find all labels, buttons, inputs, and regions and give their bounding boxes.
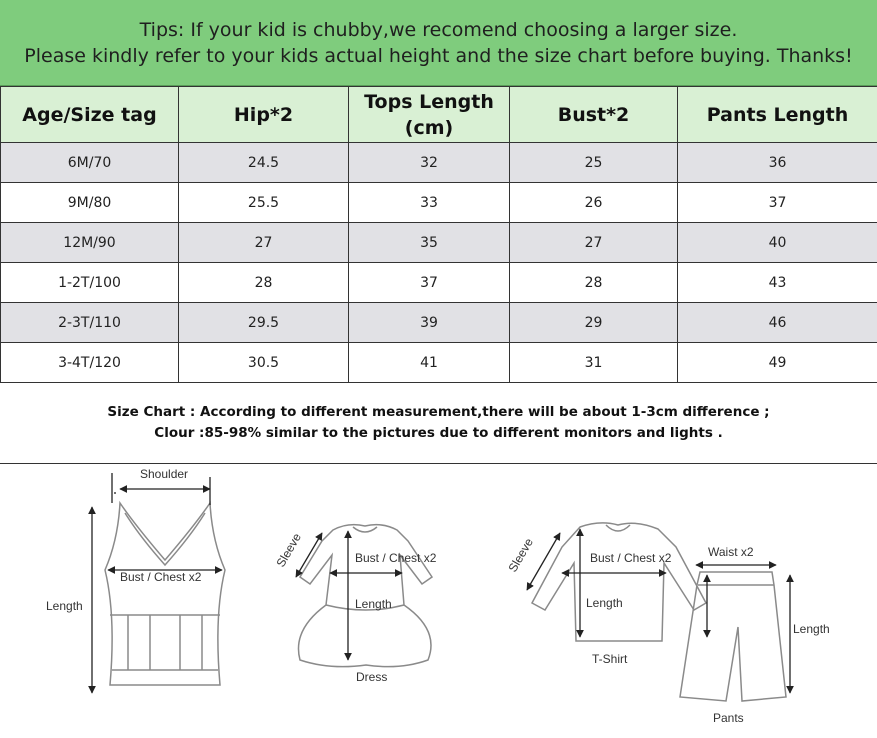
label-tank-bust: Bust / Chest x2: [120, 570, 202, 584]
label-dress: Dress: [356, 670, 387, 684]
cell-tops-length: 41: [349, 343, 510, 383]
tips-line-2: Please kindly refer to your kids actual height and the size chart before buying. Thanks!: [0, 43, 877, 69]
table-row: [1, 263, 877, 303]
cell-hip: 28: [179, 263, 349, 303]
label-waist: Waist x2: [708, 545, 754, 559]
cell-hip: 24.5: [179, 143, 349, 183]
header-tops-length-label: Tops Length: [364, 91, 494, 113]
table-row: [1, 343, 877, 383]
cell-size: 9M/80: [1, 183, 179, 223]
note-line-1: Size Chart : According to different measurement,there will be about 1-3cm difference ;: [0, 382, 877, 423]
cell-size: 2-3T/110: [1, 303, 179, 343]
label-tank-length: Length: [46, 599, 83, 613]
note-line-2: Clour :85-98% similar to the pictures due to different monitors and lights .: [0, 423, 877, 444]
cell-bust: 31: [510, 343, 678, 383]
dress-outline: [298, 525, 432, 667]
cell-bust: 27: [510, 223, 678, 263]
table-row: [1, 223, 877, 263]
measurement-diagram-svg: [0, 465, 877, 734]
label-tshirt-sleeve: Sleeve: [505, 535, 536, 574]
table-row: [1, 143, 877, 183]
cell-pants-length: 37: [678, 183, 877, 223]
tshirt-outline: [532, 523, 706, 641]
cell-pants-length: 40: [678, 223, 877, 263]
cell-pants-length: 43: [678, 263, 877, 303]
cell-size: 3-4T/120: [1, 343, 179, 383]
label-shoulder: Shoulder: [140, 467, 188, 481]
cell-bust: 29: [510, 303, 678, 343]
measurement-diagrams: [0, 465, 877, 734]
cell-tops-length: 37: [349, 263, 510, 303]
cell-hip: 30.5: [179, 343, 349, 383]
label-tshirt: T-Shirt: [592, 652, 628, 666]
cell-tops-length: 39: [349, 303, 510, 343]
cell-pants-length: 46: [678, 303, 877, 343]
tank-top-outline: [105, 503, 225, 685]
label-pants-length: Length: [793, 622, 830, 636]
table-row: [1, 303, 877, 343]
size-table: [0, 86, 877, 383]
label-tshirt-length: Length: [586, 596, 623, 610]
header-hip: Hip*2: [179, 87, 349, 143]
header-pants-length: Pants Length: [678, 87, 877, 143]
cell-bust: 28: [510, 263, 678, 303]
tips-banner: [0, 0, 877, 86]
size-note: [0, 382, 877, 464]
header-bust: Bust*2: [510, 87, 678, 143]
header-age-size-tag: Age/Size tag: [1, 87, 179, 143]
cell-tops-length: 35: [349, 223, 510, 263]
table-header-row: [1, 87, 877, 143]
header-tops-length-unit: (cm): [405, 117, 453, 139]
cell-size: 12M/90: [1, 223, 179, 263]
cell-hip: 29.5: [179, 303, 349, 343]
cell-tops-length: 33: [349, 183, 510, 223]
cell-tops-length: 32: [349, 143, 510, 183]
label-dress-sleeve: Sleeve: [273, 530, 304, 569]
header-tops-length: [349, 87, 510, 143]
label-dress-length: Length: [355, 597, 392, 611]
cell-size: 6M/70: [1, 143, 179, 183]
pants-outline: [680, 572, 786, 701]
cell-size: 1-2T/100: [1, 263, 179, 303]
cell-bust: 26: [510, 183, 678, 223]
cell-bust: 25: [510, 143, 678, 183]
cell-hip: 25.5: [179, 183, 349, 223]
label-pants: Pants: [713, 711, 744, 725]
cell-hip: 27: [179, 223, 349, 263]
label-tshirt-bust: Bust / Chest x2: [590, 551, 672, 565]
cell-pants-length: 49: [678, 343, 877, 383]
label-dress-bust: Bust / Chest x2: [355, 551, 437, 565]
tips-line-1: Tips: If your kid is chubby,we recomend choosing a larger size.: [0, 0, 877, 43]
cell-pants-length: 36: [678, 143, 877, 183]
table-row: [1, 183, 877, 223]
